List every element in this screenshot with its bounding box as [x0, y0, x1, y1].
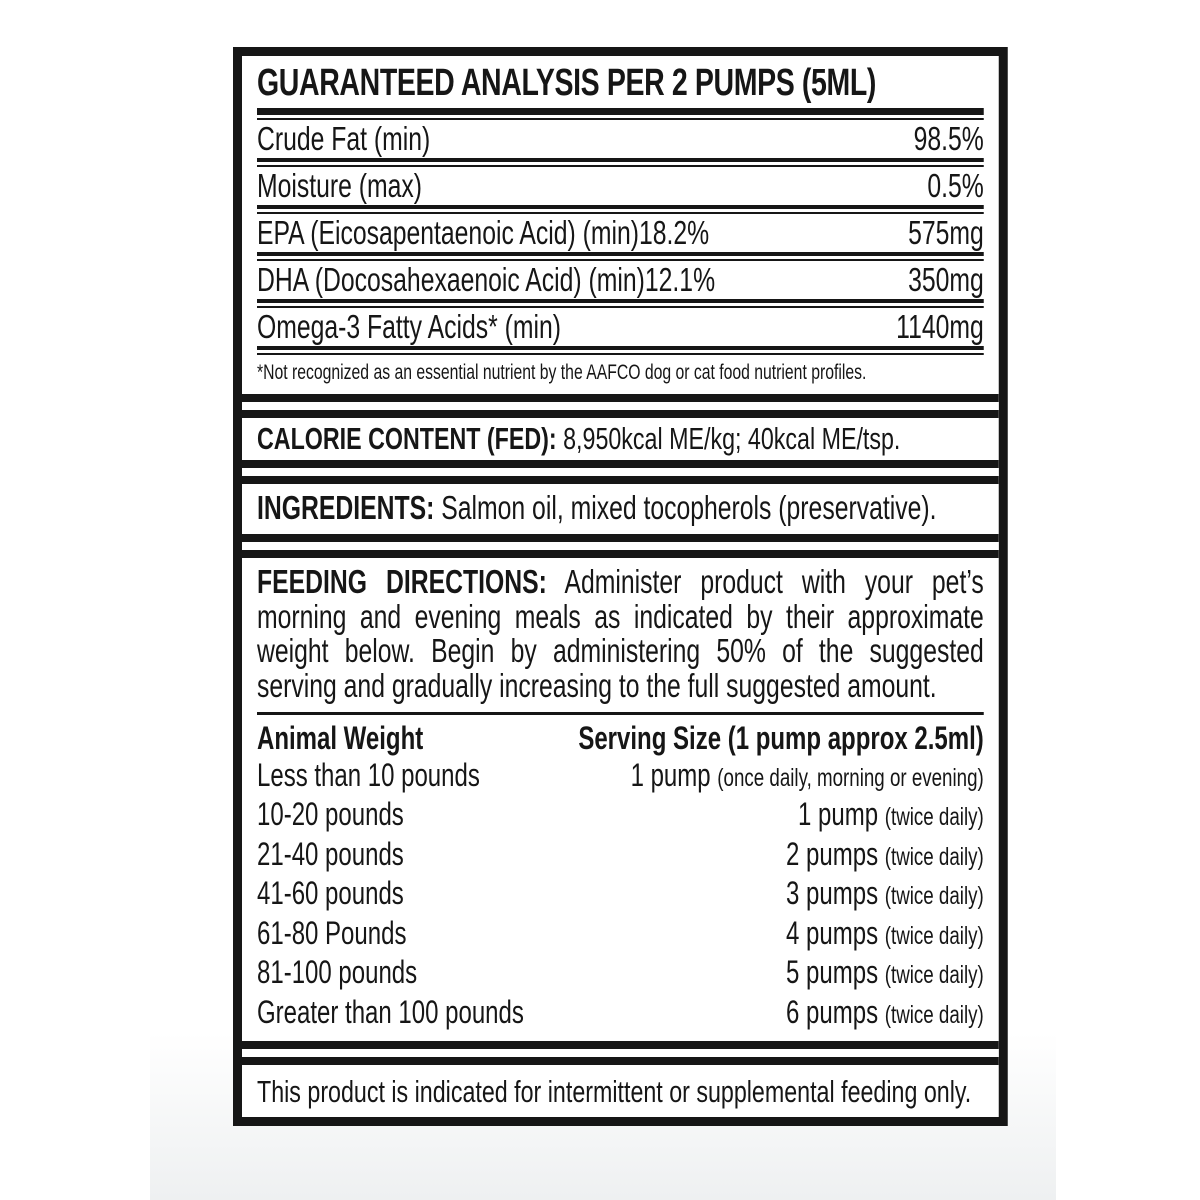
serving-note: (twice daily) — [884, 1000, 984, 1029]
nutrient-value: 98.5% — [913, 120, 984, 157]
serving-amount: 1 pump — [798, 796, 879, 832]
ga-row — [242, 120, 999, 158]
nutrient-value: 1140mg — [896, 308, 984, 345]
ga-row-rule — [257, 299, 984, 308]
nutrient-value: 350mg — [908, 261, 984, 298]
serving-amount: 3 pumps — [786, 875, 879, 911]
section-separator — [242, 534, 999, 558]
section-separator — [242, 460, 999, 484]
ga-footnote: *Not recognized as an essential nutrient by the AAFCO dog or cat food nutrient profiles. — [257, 361, 867, 384]
serving-amount: 2 pumps — [786, 835, 879, 872]
nutrition-label — [233, 47, 1008, 1126]
serving-cell — [786, 954, 984, 994]
animal-weight-cell: Greater than 100 pounds — [257, 993, 524, 1030]
serving-amount: 4 pumps — [786, 914, 879, 951]
ingredients-heading: INGREDIENTS: — [257, 489, 435, 526]
ga-row-rule — [257, 346, 984, 355]
serving-note: (twice daily) — [884, 842, 984, 871]
table-row — [242, 994, 999, 1042]
animal-weight-cell: 10-20 pounds — [257, 796, 404, 832]
animal-weight-header: Animal Weight — [257, 720, 424, 756]
ga-title-rule — [257, 108, 984, 120]
calorie-section — [242, 418, 999, 460]
ga-row-rule — [257, 205, 984, 214]
animal-weight-cell: 21-40 pounds — [257, 835, 404, 872]
feeding-text: Administer product with your pet’s morning and evening meals as indicated by their approximate weight below. Begin by administering 50% of the suggested serving and gradually increasing to the full suggested amount. — [257, 563, 984, 704]
serving-note: (once daily, morning or evening) — [717, 763, 984, 792]
feeding-table-rule — [257, 712, 984, 715]
calorie-value: 8,950kcal ME/kg; 40kcal ME/tsp. — [563, 421, 901, 456]
table-row — [242, 954, 999, 994]
ga-row-rule — [257, 252, 984, 261]
supplemental-text: This product is indicated for intermittent or supplemental feeding only. — [257, 1074, 972, 1109]
section-separator — [242, 394, 999, 418]
serving-cell — [798, 796, 984, 836]
serving-cell — [786, 915, 984, 955]
serving-note: (twice daily) — [884, 921, 984, 950]
serving-cell — [786, 836, 984, 876]
animal-weight-cell: 81-100 pounds — [257, 954, 418, 990]
serving-note: (twice daily) — [884, 882, 984, 910]
section-separator — [242, 1041, 999, 1065]
table-row — [242, 915, 999, 955]
animal-weight-cell: 61-80 Pounds — [257, 914, 407, 951]
serving-amount: 5 pumps — [786, 954, 879, 990]
calorie-heading: CALORIE CONTENT (FED): — [257, 421, 557, 456]
ga-row — [242, 308, 999, 346]
table-row — [242, 836, 999, 876]
nutrient-name: EPA (Eicosapentaenoic Acid) (min)18.2% — [257, 214, 710, 251]
nutrient-name: DHA (Docosahexaenoic Acid) (min)12.1% — [257, 261, 716, 298]
supplemental-section — [242, 1065, 999, 1117]
nutrient-value: 0.5% — [927, 167, 984, 204]
table-row — [242, 757, 999, 797]
ga-title: GUARANTEED ANALYSIS PER 2 PUMPS (5ML) — [257, 62, 877, 104]
table-row — [242, 875, 999, 915]
ga-row — [242, 261, 999, 299]
serving-amount: 6 pumps — [786, 993, 879, 1030]
ga-row-rule — [257, 158, 984, 167]
animal-weight-cell: Less than 10 pounds — [257, 756, 480, 793]
ga-row — [242, 214, 999, 252]
serving-note: (twice daily) — [884, 961, 984, 989]
guaranteed-analysis-section — [242, 56, 999, 394]
nutrient-name: Moisture (max) — [257, 167, 423, 204]
ga-row — [242, 167, 999, 205]
ingredients-text: Salmon oil, mixed tocopherols (preservative). — [441, 489, 937, 526]
nutrient-name: Omega-3 Fatty Acids* (min) — [257, 308, 561, 345]
ingredients-section — [242, 484, 999, 534]
feeding-directions-section — [242, 558, 999, 1041]
nutrient-name: Crude Fat (min) — [257, 120, 431, 157]
serving-note: (twice daily) — [884, 803, 984, 831]
table-row — [242, 796, 999, 836]
serving-cell — [786, 994, 984, 1034]
serving-cell — [786, 875, 984, 915]
table-header-row — [242, 720, 999, 757]
feeding-table — [242, 720, 999, 1041]
animal-weight-cell: 41-60 pounds — [257, 875, 404, 911]
serving-cell — [631, 757, 984, 797]
serving-amount: 1 pump — [630, 756, 711, 793]
nutrient-value: 575mg — [908, 214, 984, 251]
feeding-heading: FEEDING DIRECTIONS: — [257, 563, 547, 600]
serving-size-header: Serving Size (1 pump approx 2.5ml) — [578, 720, 984, 756]
